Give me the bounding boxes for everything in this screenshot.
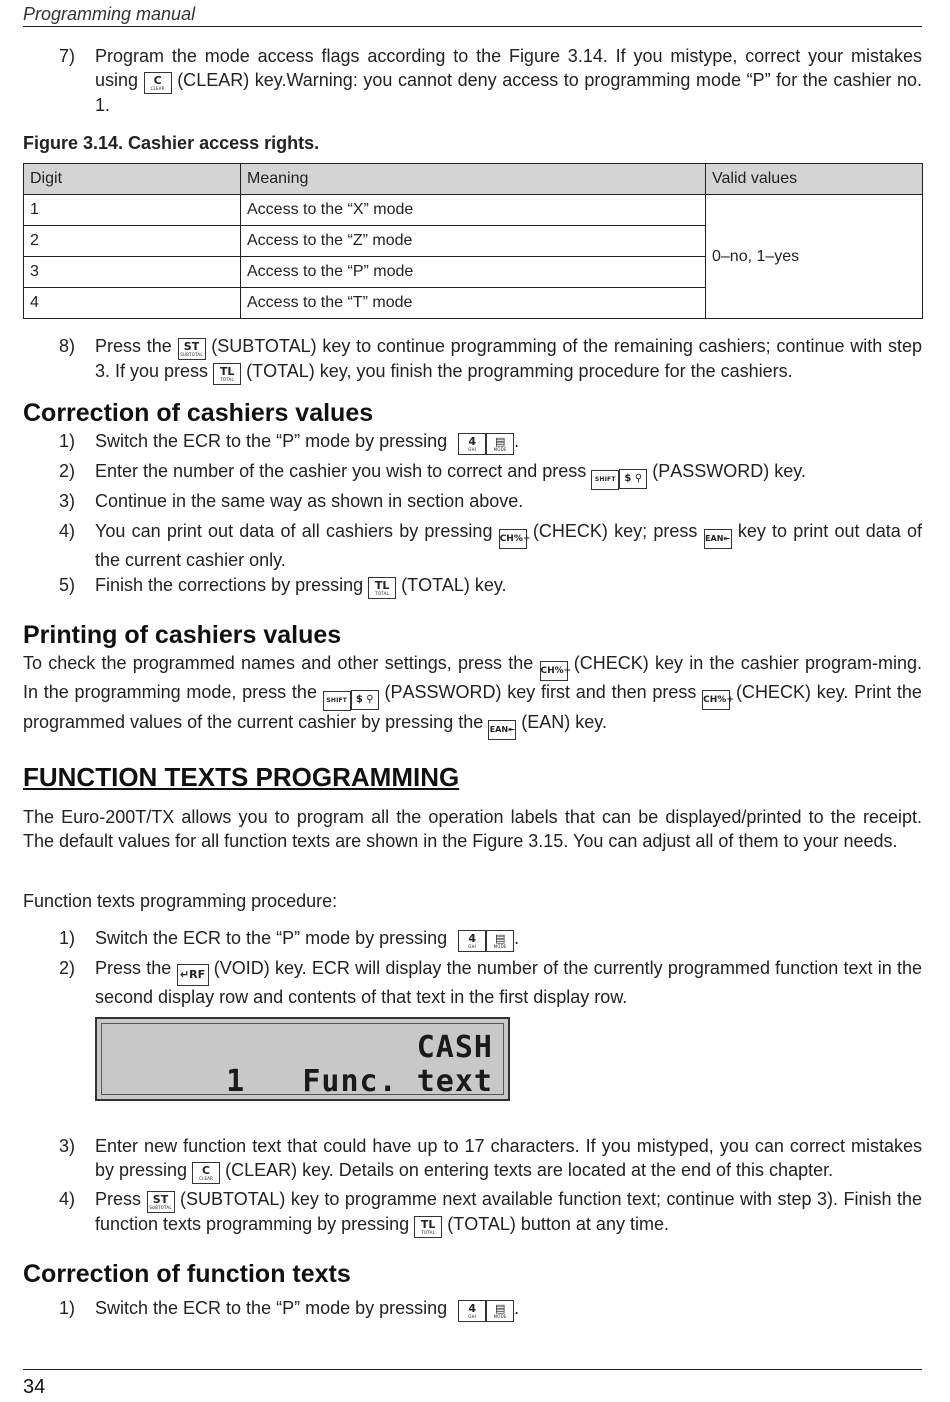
list-item: 1) Switch the ECR to the “P” mode by pressing 4 GHI ▤ MODE . xyxy=(23,430,922,454)
table-row: 1 Access to the “X” mode 0–no, 1–yes xyxy=(24,195,923,226)
four-key-icon: 4 GHI xyxy=(458,930,486,952)
access-rights-table xyxy=(23,163,923,319)
figure-caption: Figure 3.14. Cashier access rights. xyxy=(23,133,320,153)
check-key-icon: CH%+ xyxy=(702,690,730,710)
clear-key-icon: C CLEAR xyxy=(144,72,172,94)
subtotal-key-icon: ST SUBTOTAL xyxy=(178,338,206,360)
four-key-icon: 4 GHI xyxy=(458,433,486,455)
table-header: Valid values xyxy=(706,164,923,195)
section-title: Correction of cashiers values xyxy=(23,399,374,427)
paragraph: To check the programmed names and other settings, press the CH%+ (CHECK) key in the cashier program-ming. In the programming mode, press the SHIFT $ ⚲ (PASSWORD) key first and then press CH%+ (CHECK) key. Print the programmed values of the current cashier by pressing the EAN⇤ (EAN) key. xyxy=(23,652,922,740)
list-item: 8) Press the ST SUBTOTAL (SUBTOTAL) key to continue programming of the remaining cashiers; continue with step 3. If you press TL TOTAL (TOTAL) key, you finish the programming procedure for the cashiers. xyxy=(23,335,922,383)
check-key-icon: CH%+ xyxy=(499,529,527,549)
list-item: 1) Switch the ECR to the “P” mode by pressing 4 GHI ▤ MODE . xyxy=(23,927,922,951)
table-row: 4 Access to the “T” mode xyxy=(24,288,923,319)
total-key-icon: TL TOTAL xyxy=(213,363,241,385)
ean-key-icon: EAN⇤ xyxy=(704,529,732,549)
table-row: 2 Access to the “Z” mode xyxy=(24,226,923,257)
list-item: 3) Continue in the same way as shown in section above. xyxy=(59,491,524,511)
password-key-icon: $ ⚲ xyxy=(351,690,379,710)
total-key-icon: TL TOTAL xyxy=(368,577,396,599)
lcd-row-2: 1 Func. text xyxy=(226,1064,493,1099)
table-header: Digit xyxy=(24,164,241,195)
list-item: 4) Press ST SUBTOTAL (SUBTOTAL) key to programme next available function text; continue with step 3). Finish the function texts programming by pressing TL TOTAL (TOTAL) button at any time. xyxy=(23,1188,922,1236)
password-key-icon: $ ⚲ xyxy=(619,469,647,489)
check-key-icon: CH%+ xyxy=(540,661,568,681)
list-item: 2) Press the ↵RF (VOID) key. ECR will display the number of the currently programmed function text in the second display row and contents of that text in the first display row. xyxy=(59,958,922,1007)
four-key-icon: 4 GHI xyxy=(458,1300,486,1322)
table-header: Meaning xyxy=(241,164,706,195)
list-item: 1) Switch the ECR to the “P” mode by pressing 4 GHI ▤ MODE . xyxy=(23,1297,922,1321)
shift-key-icon: SHIFT xyxy=(591,470,619,490)
list-item: 5) Finish the corrections by pressing TL TOTAL (TOTAL) key. xyxy=(23,574,922,598)
list-item: 3) Enter new function text that could have up to 17 characters. If you mistyped, you can correct mistakes by pressing C CLEAR (CLEAR) key. Details on entering texts are located at the end of this chapter. xyxy=(23,1135,922,1183)
chapter-title: FUNCTION TEXTS PROGRAMMING xyxy=(23,762,460,792)
paragraph: Function texts programming procedure: xyxy=(23,891,338,911)
ean-key-icon: EAN⇤ xyxy=(488,720,516,740)
step-number: 7) xyxy=(59,46,76,66)
page-number: 34 xyxy=(23,1376,46,1398)
step-text: Program the mode access flags according to the Figure 3.14. If you mistype, correct your mistakes using C CLEAR (CLEAR) key.Warning: you cannot deny access to programming mode “P” for the cashier no. 1. xyxy=(95,46,922,115)
total-key-icon: TL TOTAL xyxy=(414,1216,442,1238)
void-key-icon: ↵RF xyxy=(177,964,209,986)
table-row: 3 Access to the “P” mode xyxy=(24,257,923,288)
section-title: Printing of cashiers values xyxy=(23,621,342,649)
lcd-display xyxy=(95,1017,510,1101)
list-item: 4) You can print out data of all cashiers by pressing CH%+ (CHECK) key; press EAN⇤ key to print out data of the current cashier only. xyxy=(59,521,922,570)
subtotal-key-icon: ST SUBTOTAL xyxy=(147,1191,175,1213)
list-item xyxy=(23,45,922,117)
mode-key-icon: ▤ MODE xyxy=(486,1300,514,1322)
section-title: Correction of function texts xyxy=(23,1260,351,1288)
paragraph: The Euro-200T/TX allows you to program all the operation labels that can be displayed/printed to the receipt. The default values for all function texts are shown in the Figure 3.15. You can adjust all of them to your needs. xyxy=(23,807,922,851)
list-item: 2) Enter the number of the cashier you wish to correct and press SHIFT $ ⚲ (PASSWORD) key. xyxy=(23,460,922,484)
mode-key-icon: ▤ MODE xyxy=(486,433,514,455)
running-header: Programming manual xyxy=(23,4,196,24)
shift-key-icon: SHIFT xyxy=(323,691,351,711)
mode-key-icon: ▤ MODE xyxy=(486,930,514,952)
valid-values-cell: 0–no, 1–yes xyxy=(706,195,923,319)
clear-key-icon: C CLEAR xyxy=(192,1162,220,1184)
header-rule xyxy=(23,26,922,27)
lcd-row-1: CASH xyxy=(416,1030,493,1065)
footer-rule xyxy=(23,1369,922,1370)
